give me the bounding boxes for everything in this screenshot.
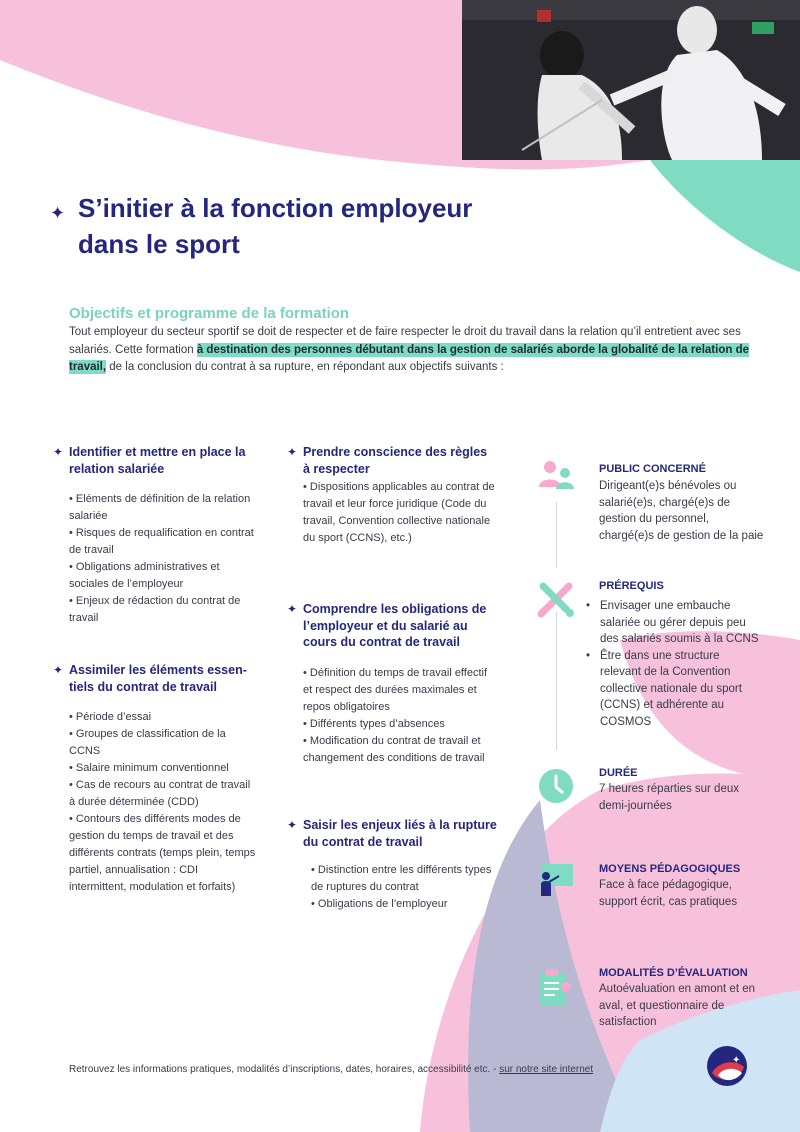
intro-highlight: à destination des personnes débutant dans la gestion de salariés aborde la globalité de la relation de travail, (69, 343, 749, 373)
title-line-1: S’initier à la fonction employeur (78, 193, 473, 223)
list-item: • Différents types d’absences (303, 717, 445, 730)
public-title: PUBLIC CONCERNÉ (599, 463, 706, 475)
list-item: • Risques de requalification en contrat de travail (69, 527, 254, 556)
evaluation-title: MODALITÉS D’ÉVALUATION (599, 967, 748, 979)
section-list (287, 862, 497, 913)
list-item: • Contours des différents modes de gestion du temps de travail et des différents contrats (temps plein, temps partiel, annualisation : CDI intermittent, modulation et forfaits) (69, 813, 256, 893)
sparkle-icon: ✦ (53, 663, 64, 677)
list-item: • Période d’essai (69, 711, 152, 723)
section-heading-text: Comprendre les obligations de l’employeur et du salarié au cours du contrat de travail (303, 602, 487, 649)
list-item: • Enjeux de rédaction du contrat de travail (69, 595, 241, 624)
evaluation-text: Autoévaluation en amont et en aval, et questionnaire de satisfaction (599, 983, 756, 1028)
section-heading-text: Saisir les enjeux liés à la rupture du contrat de travail (303, 818, 497, 849)
section-obligations (287, 601, 497, 767)
section-list (53, 709, 258, 896)
divider-line (556, 612, 557, 750)
section-assimilate (53, 662, 258, 896)
list-item: • Distinction entre les différents types de ruptures du contrat (311, 864, 492, 893)
clipboard-icon (537, 967, 575, 1005)
divider-line (556, 502, 557, 568)
methods-title: MOYENS PÉDAGOGIQUES (599, 863, 741, 875)
list-item: • Cas de recours au contrat de travail à durée déterminée (CDD) (69, 779, 251, 808)
intro-text: Tout employeur du secteur sportif se doit de respecter et de faire respecter le droit du travail dans la relation qu’il entretient avec ses salariés. Cette formation (69, 326, 741, 356)
section-heading (287, 817, 497, 850)
list-item: • Dispositions applicables au contrat de travail et leur force juridique (Code du travail, Convention collective nationale du sport (CCNS), etc.) (303, 481, 495, 544)
section-list (287, 665, 497, 767)
sparkle-icon: ✦ (287, 445, 298, 459)
list-item: • Obligations administratives et sociales de l’employeur (69, 561, 220, 590)
footer (69, 1064, 593, 1075)
section-heading (53, 444, 258, 477)
sparkle-icon: ✦ (287, 602, 298, 616)
sparkle-icon: ✦ (53, 445, 64, 459)
people-icon (537, 459, 575, 497)
intro-text-end: de la conclusion du contrat à sa rupture, en répondant aux objectifs suivants : (106, 361, 504, 373)
list-item: • Envisager une embauche salariée ou gérer depuis peu des salariés soumis à la CCNS (584, 598, 760, 648)
prereq-title: PRÉREQUIS (599, 580, 664, 592)
section-list (287, 479, 497, 547)
public-text: Dirigeant(e)s bénévoles ou salarié(e)s, chargé(e)s de gestion du personnel, chargé(e)s de gestion de la paie (599, 480, 764, 542)
section-heading-text: Prendre conscience des règles à respecter (303, 445, 488, 476)
section-identify (53, 444, 258, 627)
section-heading-text: Identifier et mettre en place la relation salariée (69, 445, 246, 476)
list-item: • Définition du temps de travail effectif et respect des durées maximales et repos obligatoires (303, 666, 488, 713)
section-heading (287, 444, 497, 477)
list-item: • Groupes de classification de la CCNS (69, 728, 226, 757)
list-item: • Eléments de définition de la relation salariée (69, 493, 251, 522)
duration-title: DURÉE (599, 767, 638, 779)
duration-text: 7 heures réparties sur deux demi-journées (599, 783, 739, 812)
clock-icon (537, 767, 575, 805)
section-list (53, 491, 258, 627)
title-line-2: dans le sport (78, 229, 240, 259)
fencing-photo (462, 0, 800, 160)
tools-icon (537, 580, 575, 618)
methods-text: Face à face pédagogique, support écrit, cas pratiques (599, 879, 738, 908)
section-rules (287, 444, 497, 547)
section-rupture (287, 817, 497, 913)
section-heading-text: Assimiler les éléments essen-tiels du contrat de travail (69, 663, 247, 694)
list-item: • Salaire minimum conventionnel (69, 762, 229, 774)
page-title (78, 190, 558, 262)
svg-text:✦: ✦ (732, 1055, 741, 1066)
list-item: • Modification du contrat de travail et changement des conditions de travail (303, 734, 485, 764)
section-heading (287, 601, 497, 651)
footer-text: Retrouvez les informations pratiques, modalités d’inscriptions, dates, horaires, accessibilité etc. - (69, 1064, 500, 1075)
prereq-list (584, 598, 760, 730)
objectives-intro (69, 324, 753, 377)
cosmos-logo (706, 1045, 748, 1087)
list-item: • Obligations de l’employeur (311, 898, 448, 910)
website-link[interactable]: sur notre site internet (499, 1064, 594, 1075)
list-item: • Être dans une structure relevant de la Convention collective nationale du sport (CCNS) et adhérente au COSMOS (584, 648, 760, 731)
section-heading (53, 662, 258, 695)
sparkle-icon: ✦ (50, 203, 66, 223)
teacher-board-icon (537, 862, 575, 900)
objectives-heading: Objectifs et programme de la formation (69, 305, 350, 322)
sparkle-icon: ✦ (287, 818, 298, 832)
